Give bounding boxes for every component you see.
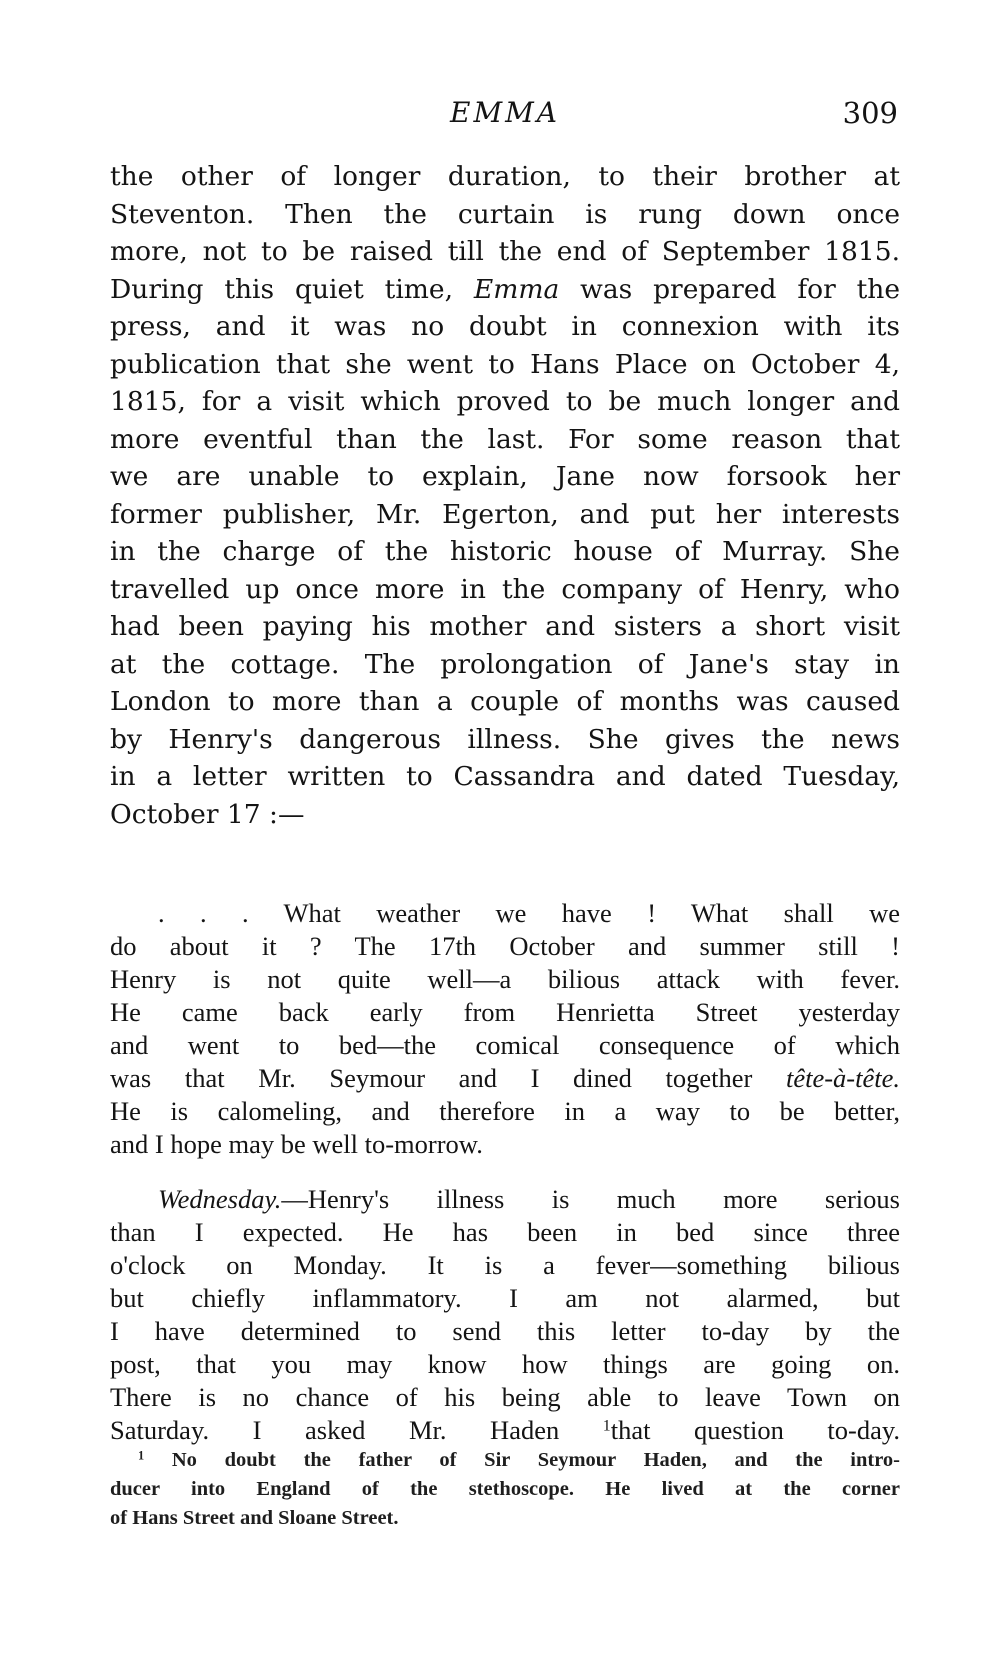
day-heading: Wednesday. [158, 1184, 282, 1214]
quote-line: I have determined to send this letter to-day by the [110, 1316, 900, 1346]
text-line: at the cottage. The prolongation of Jane's stay in [110, 648, 900, 680]
quote-line: He came back early from Henrietta Street yesterday [110, 997, 900, 1027]
quote-line: He is calomeling, and therefore in a way to be better, [110, 1096, 900, 1126]
text-line: in the charge of the historic house of Murray. She [110, 536, 900, 567]
text-line: more eventful than the last. For some reason that [110, 423, 900, 455]
text-line: more, not to be raised till the end of September 1815. [110, 236, 900, 267]
running-title: EMMA [450, 96, 560, 129]
text-line: publication that she went to Hans Place on October 4, [110, 348, 900, 380]
quote-line: and I hope may be well to-morrow. [110, 1129, 483, 1159]
text-fragment: —Henry's illness is much more serious [281, 1184, 900, 1214]
footnote-line: ducer into England of the stethoscope. He lived at the corner [110, 1478, 900, 1500]
quote-line: and went to bed—the comical consequence of which [110, 1030, 900, 1060]
footnote-line: of Hans Street and Sloane Street. [110, 1507, 399, 1529]
quote-line [110, 1414, 900, 1447]
footnote-line [110, 1446, 900, 1475]
quote-line: . . . What weather we have ! What shall we [158, 898, 900, 928]
text-fragment: Saturday. I asked Mr. Haden [110, 1415, 603, 1445]
text-line: the other of longer duration, to their brother at [110, 161, 900, 192]
quote-line: than I expected. He has been in bed since three [110, 1217, 900, 1247]
text-line: press, and it was no doubt in connexion with its [110, 311, 900, 342]
text-line: by Henry's dangerous illness. She gives the news [110, 723, 900, 755]
quote-line: do about it ? The 17th October and summer still ! [110, 931, 900, 961]
french-phrase-emphasis: tête-à-tête. [785, 1063, 900, 1093]
quote-line [110, 1062, 900, 1095]
quote-line: but chiefly inflammatory. I am not alarmed, but [110, 1283, 900, 1313]
book-title-emphasis: Emma [473, 273, 560, 305]
text-fragment: During this quiet time, [110, 273, 474, 305]
letter-quotation [110, 897, 900, 1447]
text-line: travelled up once more in the company of Henry, who [110, 573, 900, 605]
text-fragment: that question to-day. [610, 1415, 900, 1445]
text-line [110, 271, 900, 309]
text-line: we are unable to explain, Jane now forsook her [110, 461, 900, 492]
quote-line: Henry is not quite well—a bilious attack with fever. [110, 964, 900, 994]
text-line: in a letter written to Cassandra and dated Tuesday, [110, 761, 900, 792]
paragraph-gap [110, 1161, 900, 1183]
text-line: October 17 :— [110, 798, 305, 830]
text-line: had been paying his mother and sisters a short visit [110, 611, 900, 642]
quote-line: o'clock on Monday. It is a fever—something bilious [110, 1250, 900, 1280]
quote-line: There is no chance of his being able to leave Town on [110, 1382, 900, 1412]
footnote-reference: 1 [602, 1417, 611, 1435]
text-line: former publisher, Mr. Egerton, and put her interests [110, 498, 900, 530]
footnote-marker: 1 [138, 1448, 145, 1463]
text-line: London to more than a couple of months was caused [110, 686, 900, 717]
footnote [110, 1446, 900, 1533]
text-fragment: was that Mr. Seymour and I dined together [110, 1063, 786, 1093]
text-line: 1815, for a visit which proved to be much longer and [110, 386, 900, 417]
running-head [110, 96, 900, 136]
page-number: 309 [842, 96, 898, 130]
quote-line [110, 1183, 900, 1216]
quote-line: post, that you may know how things are going on. [110, 1349, 900, 1379]
text-line: Steventon. Then the curtain is rung down once [110, 198, 900, 230]
main-paragraph [110, 158, 900, 833]
text-fragment: No doubt the father of Sir Seymour Haden, and the intro- [144, 1449, 900, 1471]
text-fragment: was prepared for the [559, 273, 901, 305]
